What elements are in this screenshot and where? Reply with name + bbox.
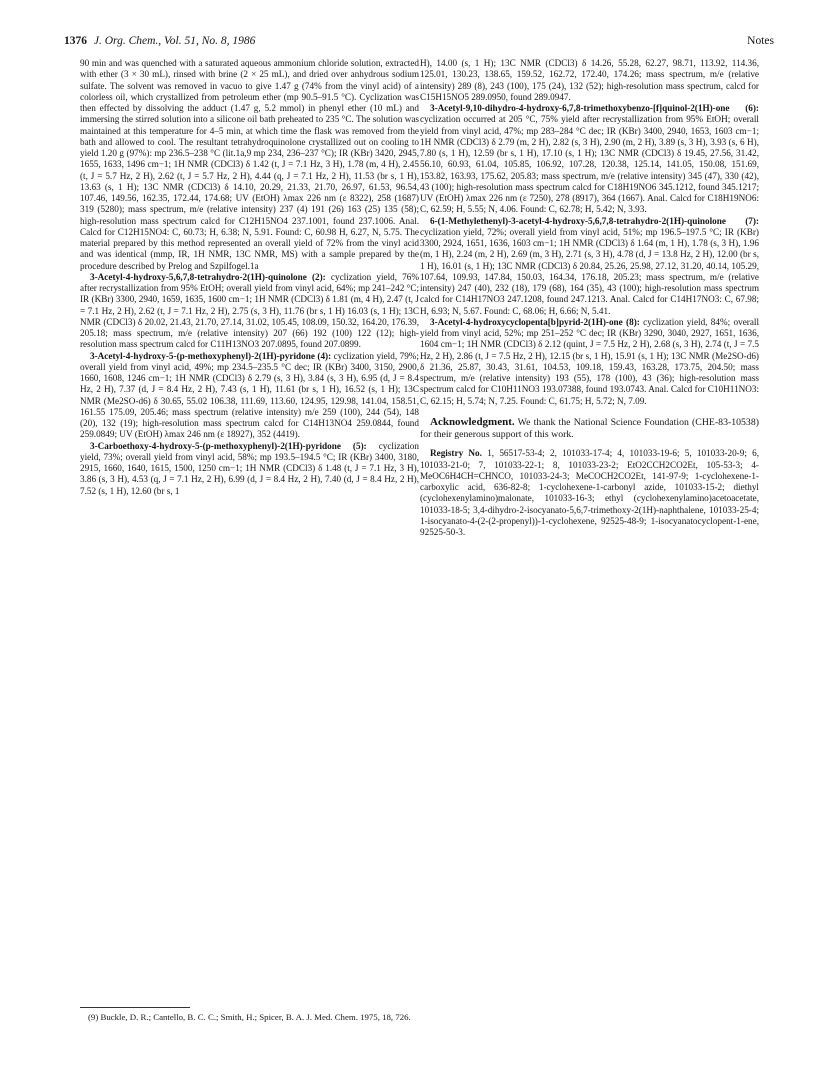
paragraph-compound-6 xyxy=(420,103,759,216)
paragraph-text: H), 14.00 (s, 1 H); 13C NMR (CDCl3) δ 14.26, 55.28, 62.27, 98.71, 113.92, 114.36, 125.01, 130.23, 138.65, 159.52, 162.72, 172.40, 174.26; mass spectrum, m/e (relative intensity) 289 (8), 243 (100), 175 (24), 132 (52); high-resolution mass spectrum, calcd for C15H15NO5 289.0950, found 289.0947. xyxy=(420,58,759,102)
acknowledgment xyxy=(420,417,759,441)
paragraph-compound-7 xyxy=(420,216,759,317)
paragraph-text: cyclization yield, 84%; overall yield from vinyl acid, 52%; mp 251–252 °C dec; IR (KBr) 3290, 3040, 2927, 1651, 1636, 1604 cm−1; 1H NMR (CDCl3) δ 2.12 (quint, J = 7.5 Hz, 2 H), 2.68 (s, 3 H), 2.74 (t, J = 7.5 Hz, 2 H), 2.86 (t, J = 7.5 Hz, 2 H), 12.15 (br s, 1 H), 15.91 (s, 1 H); 13C NMR (Me2SO-d6) δ 21.36, 25.87, 30.43, 31.61, 104.53, 109.18, 159.43, 163.28, 173.75, 204.50; mass spectrum, m/e (relative intensity) 193 (55), 178 (100), 43 (36); high-resolution mass spectrum calcd for C10H11NO3 193.07388, found 193.0743. Anal. Calcd for C10H11NO3: C, 62.15; H, 5.74; N, 7.25. Found: C, 61.75; H, 5.72; N, 7.09. xyxy=(420,316,760,406)
paragraph-text: cyclization yield, 79%; overall yield from vinyl acid, 49%; mp 234.5–235.5 °C dec; IR (KBr) 3400, 3150, 2900, 1660, 1608, 1246 cm−1; 1H NMR (CDCl3) δ 2.79 (s, 3 H), 3.84 (s, 3 H), 6.95 (d, J = 8.4 Hz, 2 H), 7.37 (d, J = 8.4 Hz, 2 H), 7.43 (s, 1 H), 11.61 (br s, 1 H), 16.52 (s, 1 H); 13C NMR (Me2SO-d6) δ 30.65, 55.02 106.38, 111.69, 113.60, 124.95, 129.98, 141.04, 158.51, 161.55 175.09, 205.46; mass spectrum (relative intensity) m/e 259 (100), 244 (54), 148 (20), 132 (19); high-resolution mass spectrum calcd for C14H13NO4 259.0844, found 259.0849; UV (EtOH) λmax 246 nm (ε 18927), 352 (4419). xyxy=(80,350,419,440)
acknowledgment-title: Acknowledgment. xyxy=(430,415,515,428)
paragraph-text: cyclization occurred at 205 °C, 75% yield after recrystallization from 95% EtOH; overall yield from vinyl acid, 47%; mp 283–284 °C dec; IR (KBr) 3400, 2940, 1653, 1603 cm−1; 1H NMR (CDCl3) δ 2.79 (m, 2 H), 2.82 (s, 3 H), 2.90 (m, 2 H), 3.89 (s, 3 H), 3.93 (s, 6 H), 7.80 (s, 1 H), 12.59 (br s, 1 H), 17.10 (s, 1 H); 13C NMR (CDCl3) δ 19.45, 27.56, 31.42, 56.10, 60.93, 61.04, 105.85, 106.92, 107.28, 120.38, 125.14, 141.05, 150.08, 151.69, 153.82, 163.93, 175.62, 205.83; mass spectrum, m/e (relative intensity) 345 (47), 330 (42), 43 (100); high-resolution mass spectrum calcd for C18H19NO6 345.1212, found 345.1217; UV (EtOH) λmax 226 nm (ε 7250), 278 (8917), 364 (1667). Anal. Calcd for C18H19NO6: C, 62.59; H, 5.55; N, 4.06. Found: C, 62.78; H, 5.42; N, 3.93. xyxy=(420,114,759,215)
compound-title: 3-Acetyl-4-hydroxycyclopenta[b]pyrid-2(1H)-one (8): xyxy=(430,316,640,327)
right-column xyxy=(420,58,759,538)
page-number: 1376 xyxy=(64,35,87,47)
header-left xyxy=(64,35,255,47)
registry-title: Registry No. xyxy=(430,448,482,459)
left-column xyxy=(80,58,419,497)
acknowledgment-text: We thank the National Science Foundation (CHE-83-10538) for their generous support of this work. xyxy=(420,416,759,440)
paragraph-compound-5 xyxy=(80,441,419,497)
paragraph-compound-4 xyxy=(80,351,419,441)
section-label: Notes xyxy=(747,35,774,47)
paragraph-text: cyclization yield, 73%; overall yield from vinyl acid, 58%; mp 193.5–194.5 °C; IR (KBr) 3400, 3180, 2915, 1660, 1640, 1615, 1500, 1250 cm−1; 1H NMR (CDCl3) δ 1.48 (t, J = 7.1 Hz, 3 H), 3.86 (s, 3 H), 4.53 (q, J = 7.1 Hz, 2 H), 6.99 (d, J = 8.4 Hz, 2 H), 7.40 (d, J = 8.4 Hz, 2 H), 7.52 (s, 1 H), 12.60 (br s, 1 xyxy=(80,440,419,496)
paragraph-compound-8 xyxy=(420,317,759,407)
running-header xyxy=(64,35,774,51)
footnote-divider xyxy=(80,1007,190,1008)
compound-title: 3-Acetyl-4-hydroxy-5,6,7,8-tetrahydro-2(1H)-quinolone (2): xyxy=(90,271,326,282)
paragraph-text: cyclization yield, 76% after recrystallization from 95% EtOH; overall yield from vinyl acid, 64%; mp 241–242 °C; IR (KBr) 3300, 2940, 1659, 1635, 1600 cm−1; 1H NMR (CDCl3) δ 1.81 (m, 4 H), 2.47 (t, J = 7.1 Hz, 2 H), 2.62 (t, J = 7.1 Hz, 2 H), 2.75 (s, 3 H), 11.76 (br s, 1 H) 16.03 (s, 1 H); 13C NMR (CDCl3) δ 20.02, 21.43, 21.70, 27.14, 31.02, 105.45, 108.09, 150.32, 164.20, 176.39, 205.18; mass spectrum, m/e (relative intensity) 207 (66) 192 (100) 122 (12); high-resolution mass spectrum calcd for C11H13NO3 207.0895, found 207.0899. xyxy=(80,271,420,350)
paragraph-continuation xyxy=(80,58,419,272)
paragraph-compound-2 xyxy=(80,272,419,351)
registry-text: 1, 56517-53-4; 2, 101033-17-4; 4, 101033-19-6; 5, 101033-20-9; 6, 101033-21-0; 7, 101033-22-1; 8, 101033-23-2; EtO2CCH2CO2Et, 105-53-3; 4-MeOC6H4CH=CHNCO, 101033-24-3; MeCOCH2CO2Et, 141-97-9; 1-cyclohexene-1-carboxylic acid, 636-82-8; 1-cyclohexene-1-carbonyl azide, 101033-15-2; diethyl (cyclohexenylamino)malonate, 101033-16-3; ethyl (cyclohexenylamino)acetoacetate, 101033-18-5; 3,4-dihydro-2-isocyanato-5,6,7-trimethoxy-2(1H)-naphthalene, 101033-25-4; 1-isocyanato-4-(2-(2-propenyl))-1-cyclohexene, 92525-48-9; 1-isocyanatocyclopent-1-ene, 92525-50-3. xyxy=(420,448,760,538)
journal-citation: J. Org. Chem., Vol. 51, No. 8, 1986 xyxy=(93,35,256,47)
compound-title: 3-Acetyl-4-hydroxy-5-(p-methoxyphenyl)-2(1H)-pyridone (4): xyxy=(90,350,332,361)
footnote: (9) Buckle, D. R.; Cantello, B. C. C.; Smith, H.; Spicer, B. A. J. Med. Chem. 1975, 18, 726. xyxy=(88,1012,411,1022)
registry-numbers xyxy=(420,448,759,538)
paragraph-continuation xyxy=(420,58,759,103)
compound-title: 3-Carboethoxy-4-hydroxy-5-(p-methoxyphenyl)-2(1H)-pyridone (5): xyxy=(90,440,367,451)
paragraph-text: cyclization yield, 72%; overall yield from vinyl acid, 51%; mp 196.5–197.5 °C; IR (KBr) 3300, 2924, 1651, 1636, 1603 cm−1; 1H NMR (CDCl3) δ 1.64 (m, 1 H), 1.78 (s, 3 H), 1.96 (m, 1 H), 2.24 (m, 2 H), 2.69 (m, 3 H), 2.71 (s, 3 H), 4.78 (d, J = 13.8 Hz, 2 H), 12.00 (br s, 1 H), 16.01 (s, 1 H); 13C NMR (CDCl3) δ 20.84, 25.26, 25.98, 27.12, 31.20, 40.14, 105.29, 107.64, 109.93, 147.84, 150.03, 164.34, 176.18, 205.23; mass spectrum, m/e (relative intensity) 247 (40), 232 (18), 179 (68), 164 (35), 43 (100); high-resolution mass spectrum calcd for C14H17NO3 247.1208, found 247.1213. Anal. Calcd for C14H17NO3: C, 67.98; H, 6.93; N, 5.67. Found: C, 68.06; H, 6.66; N, 5.41. xyxy=(420,226,759,316)
paragraph-text: 90 min and was quenched with a saturated aqueous ammonium chloride solution, extracted with ether (3 × 30 mL), rinsed with brine (2 × 25 mL), and dried over anhydrous sodium sulfate. The solvent was removed in vacuo to give 1.47 g (74% from the vinyl acid) of a colorless oil, which crystallized from petroleum ether (mp 90.5–91.5 °C). Cyclization was then effected by dissolving the adduct (1.47 g, 5.2 mmol) in phenyl ether (10 mL) and immersing the stirred solution into a silicone oil bath preheated to 235 °C. The solution was maintained at this temperature for 4–5 min, at which time the flask was removed from the bath and allowed to cool. The resultant tetrahydroquinolone crystallized out on cooling to yield 1.20 g (97%): mp 236.5–238 °C (lit.1a,9 mp 234, 236–237 °C); IR (KBr) 3420, 2945, 1655, 1633, 1496 cm−1; 1H NMR (CDCl3) δ 1.42 (t, J = 7.1 Hz, 3 H), 1.78 (m, 4 H), 2.45 (t, J = 5.7 Hz, 2 H), 2.62 (t, J = 5.7 Hz, 2 H), 4.44 (q, J = 7.1 Hz, 2 H), 11.53 (br s, 1 H), 13.63 (s, 1 H); 13C NMR (CDCl3) δ 14.10, 20.29, 21.33, 21.70, 26.97, 61.53, 96.54, 107.46, 149.56, 162.35, 172.44, 174.68; UV (EtOH) λmax 226 nm (ε 8322), 258 (1687) 319 (5280); mass spectrum, m/e (relative intensity) 237 (4) 191 (26) 163 (25) 135 (58); high-resolution mass spectrum calcd for C12H15NO4 237.1001, found 237.1006. Anal. Calcd for C12H15NO4: C, 60.73; H, 6.38; N, 5.91. Found: C, 60.98 H, 6.27, N, 5.75. The material prepared by this method represented an overall yield of 72% from the vinyl acid and was identical (mmp, IR, 1H NMR, 13C NMR, MS) with a sample prepared by the procedure described by Prelog and Szpilfogel.1a xyxy=(80,58,419,271)
compound-title: 3-Acetyl-9,10-dihydro-4-hydroxy-6,7,8-trimethoxybenzo-[f]quinol-2(1H)-one (6): xyxy=(430,103,759,113)
compound-title: 6-(1-Methylethenyl)-3-acetyl-4-hydroxy-5,6,7,8-tetrahydro-2(1H)-quinolone (7): xyxy=(430,215,759,226)
